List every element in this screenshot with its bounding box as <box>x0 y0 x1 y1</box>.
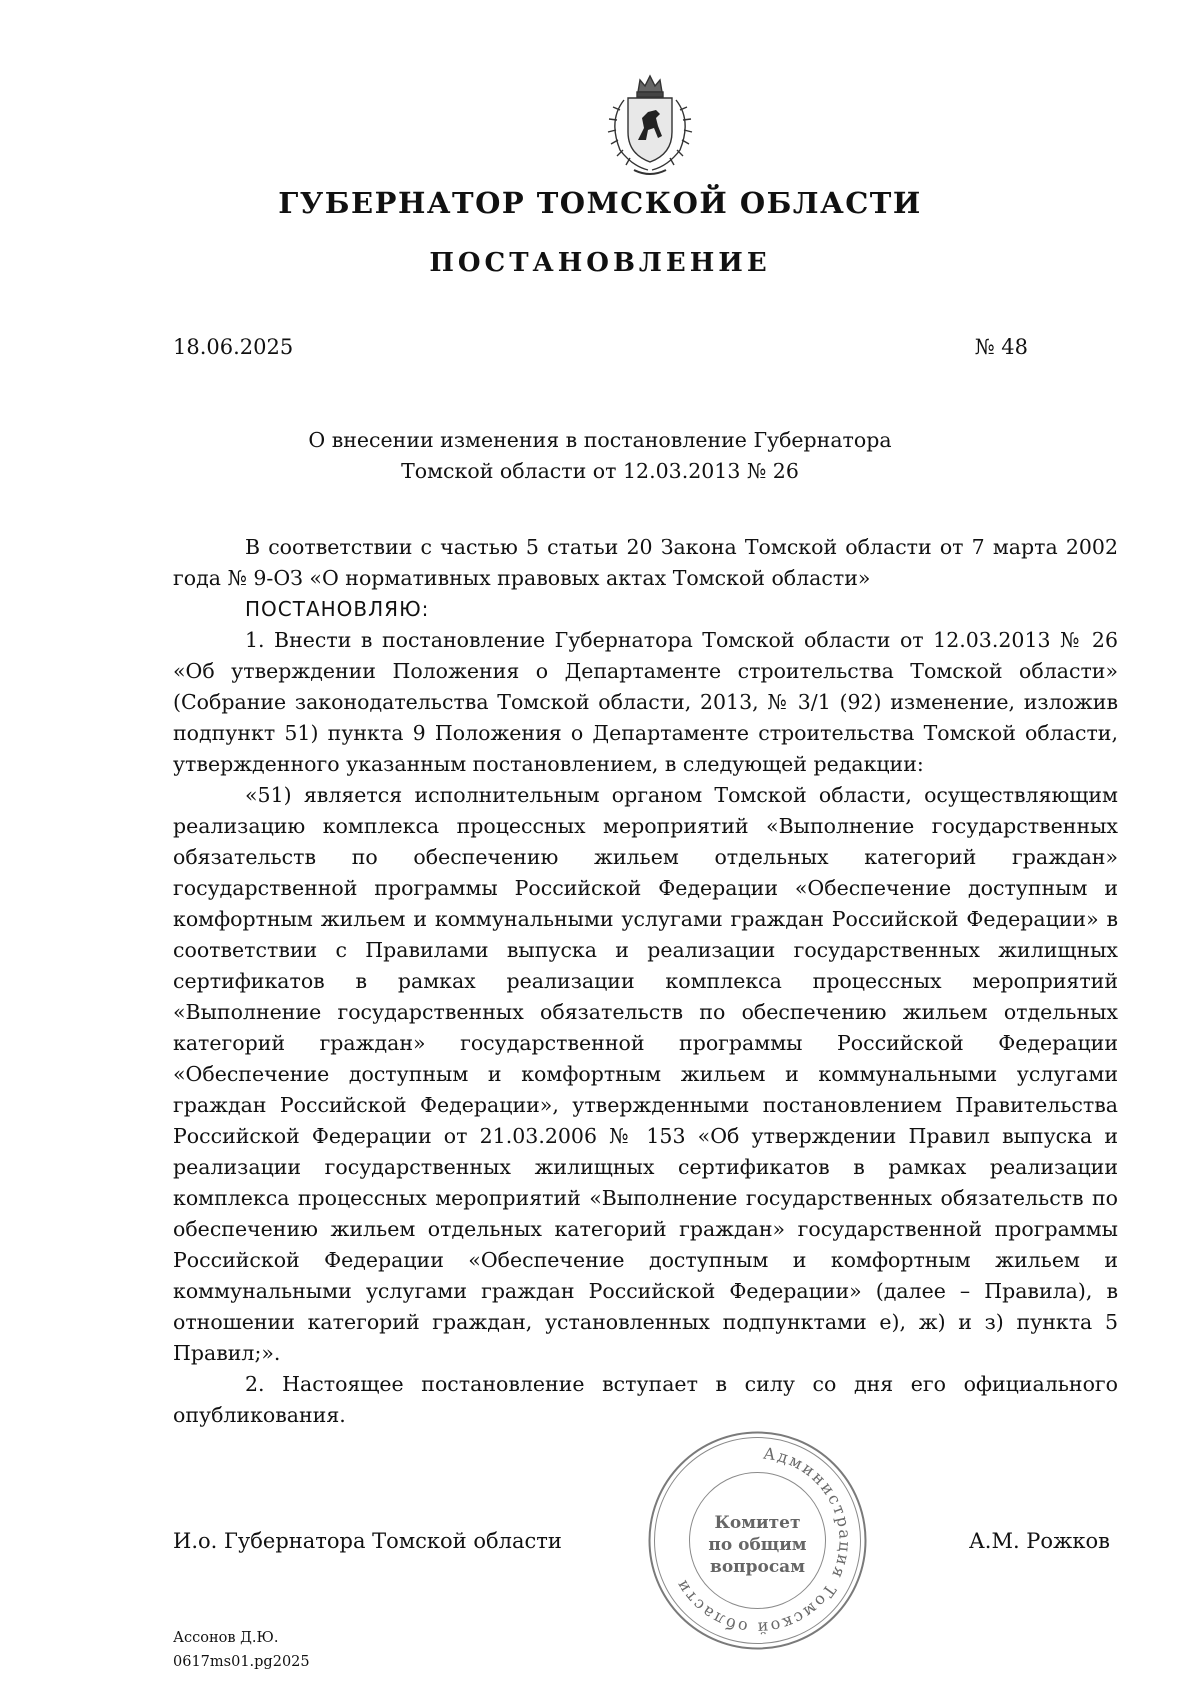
subject-line-2: Томской области от 12.03.2013 № 26 <box>401 459 799 483</box>
signatory-name: А.М. Рожков <box>968 1529 1110 1553</box>
item-2-paragraph: 2. Настоящее постановление вступает в силу со дня его официального опубликования. <box>173 1372 1118 1427</box>
seal-ring-text: Администрация Томской области <box>670 1443 855 1638</box>
issuing-authority-heading: ГУБЕРНАТОР ТОМСКОЙ ОБЛАСТИ <box>278 186 922 220</box>
seal-center-line-1: Комитет <box>714 1513 801 1533</box>
official-seal-stamp <box>645 1428 870 1653</box>
preamble-paragraph: В соответствии с частью 5 статьи 20 Закона Томской области от 7 марта 2002 года № 9-ОЗ «О нормативных правовых актах Томской области» <box>173 535 1118 590</box>
document-subject <box>0 425 1200 487</box>
executor-name: Ассонов Д.Ю. <box>173 1630 279 1646</box>
coat-of-arms-emblem <box>590 70 710 178</box>
document-type-heading: ПОСТАНОВЛЕНИЕ <box>429 248 771 278</box>
seal-center-line-2: по общим <box>708 1535 807 1555</box>
document-date: 18.06.2025 <box>173 335 294 359</box>
document-number: № 48 <box>974 335 1028 359</box>
signatory-title: И.о. Губернатора Томской области <box>173 1529 562 1553</box>
item-1-paragraph: 1. Внести в постановление Губернатора Томской области от 12.03.2013 № 26 «Об утверждении Положения о Департаменте строительства Томской области» (Собрание законодательства Томской области, 2013, № 3/1 (92) изменение, изложив подпункт 51) пункта 9 Положения о Департаменте строительства Томской области, утвержденного указанным постановлением, в следующей редакции: <box>173 628 1118 776</box>
decree-word: ПОСТАНОВЛЯЮ: <box>245 597 430 621</box>
subject-line-1: О внесении изменения в постановление Губернатора <box>308 428 892 452</box>
document-body <box>173 532 1118 1431</box>
quoted-amendment-paragraph: «51) является исполнительным органом Томской области, осуществляющим реализацию комплекса процессных мероприятий «Выполнение государственных обязательств по обеспечению жильем отдельных категорий граждан» государственной программы Российской Федерации «Обеспечение доступным и комфортным жильем и коммунальными услугами граждан Российской Федерации» в соответствии с Правилами выпуска и реализации государственных жилищных сертификатов в рамках реализации комплекса процессных мероприятий «Выполнение государственных обязательств по обеспечению жильем отдельных категорий граждан» государственной программы Российской Федерации «Обеспечение доступным и комфортным жильем и коммунальными услугами граждан Российской Федерации», утвержденными постановлением Правительства Российской Федерации от 21.03.2006 № 153 «Об утверждении Правил выпуска и реализации государственных жилищных сертификатов в рамках реализации комплекса процессных мероприятий «Выполнение государственных обязательств по обеспечению жильем отдельных категорий граждан» государственной программы Российской Федерации «Обеспечение доступным и комфортным жильем и коммунальными услугами граждан Российской Федерации» (далее – Правила), в отношении категорий граждан, установленных подпунктами е), ж) и з) пункта 5 Правил;». <box>173 783 1118 1365</box>
file-code: 0617ms01.pg2025 <box>173 1654 310 1670</box>
seal-center-line-3: вопросам <box>710 1557 805 1577</box>
executor-block <box>173 1626 310 1674</box>
